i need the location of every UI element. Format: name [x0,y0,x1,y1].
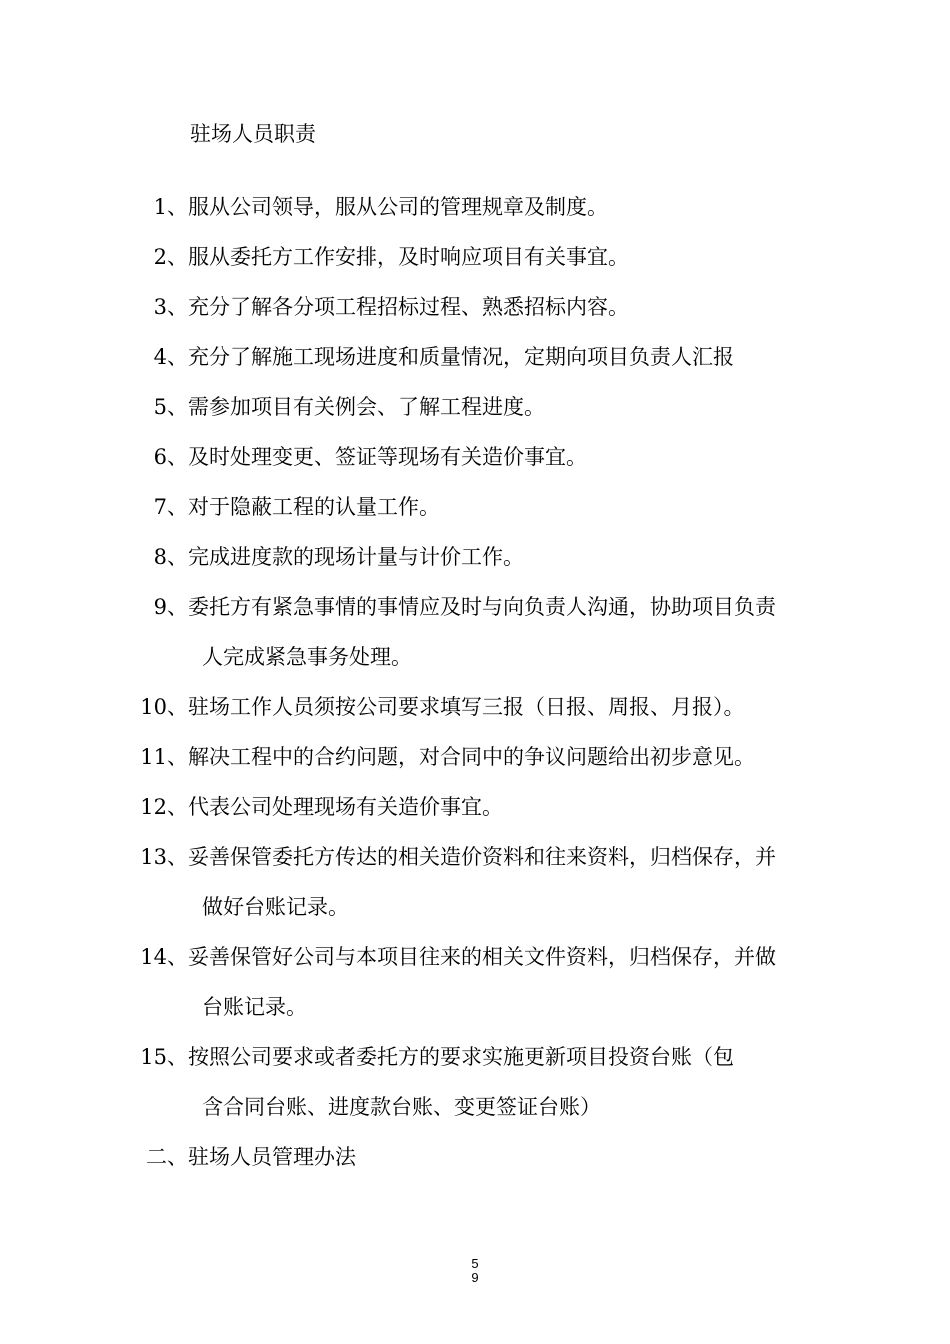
list-item-text: 解决工程中的合约问题，对合同中的争议问题给出初步意见。 [188,745,755,769]
list-item [140,832,830,882]
list-item-number [140,1132,188,1182]
item-number-separator: 、 [167,345,188,369]
list-item [140,932,830,982]
duties-list [140,182,830,1182]
item-number-separator: 、 [167,745,188,769]
list-item-number [140,932,188,982]
list-item-number [140,432,188,482]
page-number [465,1257,485,1285]
item-number-separator: 、 [167,695,188,719]
list-item-number [140,482,188,532]
item-number-separator: 、 [167,295,188,319]
list-item-number [140,282,188,332]
item-number-value: 15 [140,1045,167,1069]
page-number-line-1: 5 [471,1256,479,1271]
item-number-value: 1 [153,195,167,219]
item-number-value: 9 [153,595,167,619]
item-number-separator: 、 [167,195,188,219]
item-number-separator: 、 [167,795,188,819]
list-item [140,682,830,732]
list-item-number [140,832,188,882]
list-item-text: 代表公司处理现场有关造价事宜。 [188,795,503,819]
list-item-text: 充分了解各分项工程招标过程、熟悉招标内容。 [188,295,629,319]
item-number-value: 14 [140,945,167,969]
list-item [140,232,830,282]
list-item [140,282,830,332]
item-number-value: 10 [140,695,167,719]
list-item-text: 驻场工作人员须按公司要求填写三报（日报、周报、月报）。 [188,695,745,719]
list-item-number [140,332,188,382]
list-item-text: 妥善保管好公司与本项目往来的相关文件资料，归档保存，并做 [188,945,776,969]
item-number-separator: 、 [167,945,188,969]
list-item-text: 妥善保管委托方传达的相关造价资料和往来资料，归档保存，并 [188,845,776,869]
list-item-number [140,782,188,832]
list-item [140,1032,830,1082]
item-number-separator: 、 [167,1145,188,1169]
list-item-number [140,732,188,782]
item-number-separator: 、 [167,445,188,469]
list-item-number [140,182,188,232]
item-number-value: 6 [153,445,167,469]
list-item-text: 服从委托方工作安排，及时响应项目有关事宜。 [188,245,629,269]
item-number-separator: 、 [167,495,188,519]
item-number-value: 12 [140,795,167,819]
item-number-separator: 、 [167,845,188,869]
item-number-separator: 、 [167,395,188,419]
list-item-text: 需参加项目有关例会、了解工程进度。 [188,395,545,419]
item-number-value: 7 [153,495,167,519]
section-heading: 驻场人员职责 [190,122,316,146]
list-item-continuation-text: 人完成紧急事务处理。 [202,645,412,669]
list-item-continuation [140,982,830,1032]
list-item-number [140,232,188,282]
list-item-text: 按照公司要求或者委托方的要求实施更新项目投资台账（包 [188,1045,734,1069]
item-number-value: 8 [153,545,167,569]
list-item [140,432,830,482]
list-item-number [140,582,188,632]
list-item [140,782,830,832]
list-item [140,182,830,232]
item-number-value: 11 [140,745,167,769]
item-number-value: 3 [153,295,167,319]
list-item-text: 完成进度款的现场计量与计价工作。 [188,545,524,569]
item-number-separator: 、 [167,595,188,619]
list-item [140,582,830,632]
item-number-value: 5 [153,395,167,419]
list-item-continuation-text: 台账记录。 [202,995,307,1019]
list-item-text: 及时处理变更、签证等现场有关造价事宜。 [188,445,587,469]
item-number-value: 4 [153,345,167,369]
item-number-value: 13 [140,845,167,869]
list-item-text: 对于隐蔽工程的认量工作。 [188,495,440,519]
list-item-continuation-text: 做好台账记录。 [202,895,349,919]
list-item-text: 驻场人员管理办法 [188,1145,356,1169]
list-item [140,382,830,432]
page-number-line-2: 9 [471,1270,479,1285]
list-item-text: 服从公司领导，服从公司的管理规章及制度。 [188,195,608,219]
list-item-number [140,532,188,582]
item-number-separator: 、 [167,1045,188,1069]
list-item-text: 委托方有紧急事情的事情应及时与向负责人沟通，协助项目负责 [188,595,776,619]
list-item [140,332,830,382]
item-number-value: 2 [153,245,167,269]
list-item-number [140,382,188,432]
list-item-number [140,1032,188,1082]
list-item [140,532,830,582]
item-number-separator: 、 [167,245,188,269]
list-item-text: 充分了解施工现场进度和质量情况，定期向项目负责人汇报 [188,345,734,369]
list-item-continuation [140,632,830,682]
section-two-heading [140,1132,830,1182]
list-item-continuation [140,1082,830,1132]
list-item-number [140,682,188,732]
item-number-separator: 、 [167,545,188,569]
list-item [140,732,830,782]
list-item-continuation [140,882,830,932]
list-item [140,482,830,532]
list-item-continuation-text: 含合同台账、进度款台账、变更签证台账） [202,1095,601,1119]
item-number-value: 二 [146,1145,167,1169]
